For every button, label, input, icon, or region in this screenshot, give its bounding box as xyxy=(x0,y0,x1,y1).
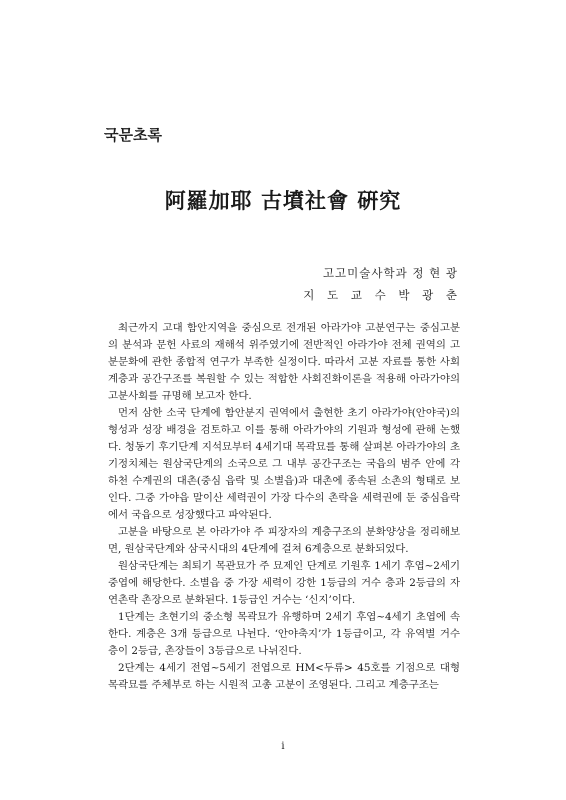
abstract-paragraph: 2단계는 4세기 전엽~5세기 전엽으로 HM<두류> 45호를 기점으로 대형 목곽묘를 주체부로 하는 시원적 고총 고분이 조영된다. 그리고 계층구조는 xyxy=(108,662,460,691)
abstract-paragraph: 1단계는 초현기의 중소형 목곽묘가 유행하며 2세기 후엽~4세기 초엽에 속한다. 계층은 3개 등급으로 나뉜다. ‘안야축지’가 1등급이고, 각 유역별 거수 층이 2등급, 촌장들이 3등급으로 나뉘진다. xyxy=(108,611,460,657)
abstract-paragraph: 최근까지 고대 함안지역을 중심으로 전개된 아라가야 고분연구는 중심고분의 분석과 문헌 사료의 재해석 위주였기에 전반적인 아라가야 전체 권역의 고분문화에 관한 종합적 연구가 부족한 실정이다. 따라서 고분 자료를 통한 사회계층과 공간구조를 복원할 수 있는 적합한 사회진화이론을 적용해 아라가야의 고분사회를 규명해 보고자 한다. xyxy=(108,322,460,402)
abstract-paragraph: 원삼국단계는 최퇴기 목관묘가 주 묘제인 단계로 기원후 1세기 후엽~2세기 중엽에 해당한다. 소별읍 중 가장 세력이 강한 1등급의 거수 층과 2등급의 자연촌락 촌장으로 분화된다. 1등급인 거수는 ‘신지’이다. xyxy=(108,560,460,606)
abstract-paragraph: 먼저 삼한 소국 단계에 함안분지 권역에서 출현한 초기 아라가야(안야국)의 형성과 성장 배경을 검토하고 이를 통해 아라가야의 기원과 형성에 관해 논했다. 청동기 후기단계 지석묘부터 4세기대 목곽묘를 통해 살펴본 아라가야의 초기정치체는 원삼국단계의 소국으로 그 내부 공간구조는 국읍의 범주 안에 각 하천 수계권의 대촌(중심 읍락 및 소별읍)과 대촌에 종속된 소촌의 형태로 보인다. 그중 가야읍 말이산 세력권이 가장 다수의 촌락을 세력권에 둔 중심읍락에서 국읍으로 성장했다고 파악된다. xyxy=(108,407,460,521)
page-number: i xyxy=(281,741,285,752)
author-department-line: 고고미술사학과 정 현 광 xyxy=(322,266,458,280)
section-heading: 국문초록 xyxy=(104,126,162,144)
document-title: 阿羅加耶 古墳社會 硏究 xyxy=(164,188,402,213)
abstract-paragraph: 고분을 바탕으로 본 아라가야 주 피장자의 계층구조의 분화양상을 정리해보면, 원삼국단계와 삼국시대의 4단계에 걸쳐 6계층으로 분화되었다. xyxy=(108,526,460,555)
abstract-body xyxy=(108,320,460,694)
advisor-line: 지 도 교 수 박 광 춘 xyxy=(303,288,458,302)
